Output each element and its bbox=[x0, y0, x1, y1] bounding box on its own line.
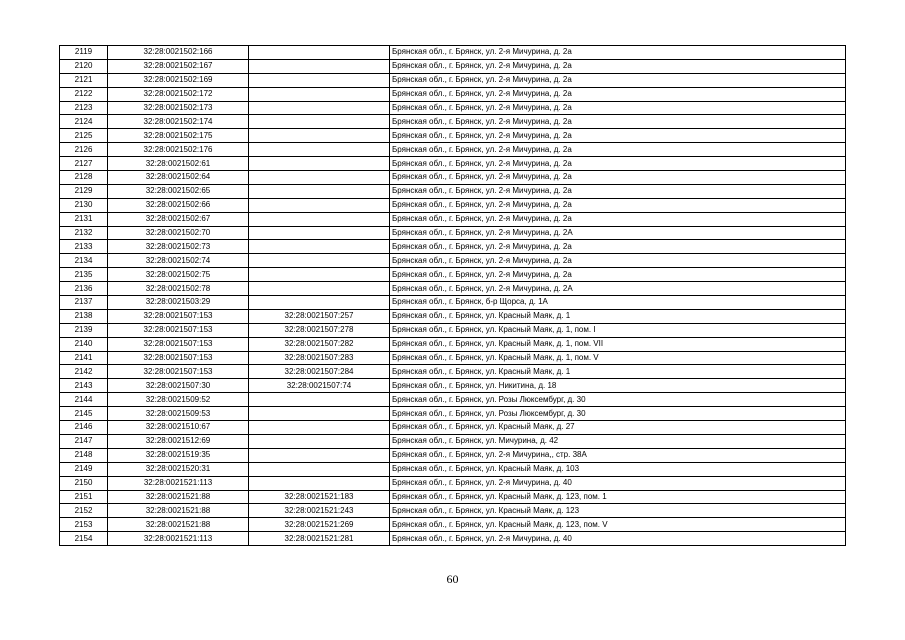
cadastral-number-cell: 32:28:0021502:67 bbox=[108, 212, 249, 226]
table-row bbox=[60, 198, 846, 212]
related-cadastral-number-cell bbox=[249, 226, 390, 240]
address-cell: Брянская обл., г. Брянск, ул. Красный Маяк, д. 123, пом. V bbox=[390, 518, 846, 532]
related-cadastral-number-cell bbox=[249, 101, 390, 115]
cadastral-number-cell: 32:28:0021502:167 bbox=[108, 59, 249, 73]
cadastral-number-cell: 32:28:0021507:153 bbox=[108, 351, 249, 365]
related-cadastral-number-cell bbox=[249, 448, 390, 462]
related-cadastral-number-cell bbox=[249, 198, 390, 212]
address-cell: Брянская обл., г. Брянск, ул. 2-я Мичурина, д. 2А bbox=[390, 282, 846, 296]
row-number-cell: 2120 bbox=[60, 59, 108, 73]
row-number-cell: 2151 bbox=[60, 490, 108, 504]
table-row bbox=[60, 296, 846, 310]
table-row bbox=[60, 434, 846, 448]
address-cell: Брянская обл., г. Брянск, ул. 2-я Мичурина, д. 2а bbox=[390, 254, 846, 268]
address-cell: Брянская обл., г. Брянск, ул. Красный Маяк, д. 27 bbox=[390, 421, 846, 435]
row-number-cell: 2126 bbox=[60, 143, 108, 157]
related-cadastral-number-cell bbox=[249, 393, 390, 407]
table-row bbox=[60, 212, 846, 226]
row-number-cell: 2154 bbox=[60, 532, 108, 546]
property-registry-table bbox=[59, 45, 846, 546]
table-row bbox=[60, 46, 846, 60]
related-cadastral-number-cell bbox=[249, 46, 390, 60]
address-cell: Брянская обл., г. Брянск, б-р Щорса, д. 1А bbox=[390, 296, 846, 310]
table-row bbox=[60, 393, 846, 407]
table-row bbox=[60, 365, 846, 379]
table-row bbox=[60, 351, 846, 365]
row-number-cell: 2134 bbox=[60, 254, 108, 268]
cadastral-number-cell: 32:28:0021502:78 bbox=[108, 282, 249, 296]
row-number-cell: 2144 bbox=[60, 393, 108, 407]
table-body bbox=[60, 46, 846, 546]
cadastral-number-cell: 32:28:0021502:64 bbox=[108, 171, 249, 185]
row-number-cell: 2145 bbox=[60, 407, 108, 421]
row-number-cell: 2123 bbox=[60, 101, 108, 115]
table-row bbox=[60, 337, 846, 351]
table-row bbox=[60, 129, 846, 143]
table-row bbox=[60, 309, 846, 323]
related-cadastral-number-cell bbox=[249, 184, 390, 198]
cadastral-number-cell: 32:28:0021503:29 bbox=[108, 296, 249, 310]
table-row bbox=[60, 532, 846, 546]
table-row bbox=[60, 476, 846, 490]
address-cell: Брянская обл., г. Брянск, ул. Красный Маяк, д. 123, пом. 1 bbox=[390, 490, 846, 504]
address-cell: Брянская обл., г. Брянск, ул. 2-я Мичурина, д. 2а bbox=[390, 184, 846, 198]
related-cadastral-number-cell bbox=[249, 171, 390, 185]
address-cell: Брянская обл., г. Брянск, ул. 2-я Мичурина, д. 2а bbox=[390, 157, 846, 171]
cadastral-number-cell: 32:28:0021502:175 bbox=[108, 129, 249, 143]
related-cadastral-number-cell bbox=[249, 143, 390, 157]
table-row bbox=[60, 101, 846, 115]
row-number-cell: 2146 bbox=[60, 421, 108, 435]
cadastral-number-cell: 32:28:0021519:35 bbox=[108, 448, 249, 462]
table-row bbox=[60, 157, 846, 171]
table-row bbox=[60, 490, 846, 504]
table-row bbox=[60, 323, 846, 337]
row-number-cell: 2150 bbox=[60, 476, 108, 490]
table-row bbox=[60, 407, 846, 421]
cadastral-number-cell: 32:28:0021520:31 bbox=[108, 462, 249, 476]
related-cadastral-number-cell bbox=[249, 212, 390, 226]
address-cell: Брянская обл., г. Брянск, ул. 2-я Мичурина, д. 2а bbox=[390, 143, 846, 157]
table-row bbox=[60, 59, 846, 73]
related-cadastral-number-cell bbox=[249, 434, 390, 448]
table-row bbox=[60, 379, 846, 393]
row-number-cell: 2136 bbox=[60, 282, 108, 296]
related-cadastral-number-cell: 32:28:0021507:257 bbox=[249, 309, 390, 323]
table-row bbox=[60, 518, 846, 532]
cadastral-number-cell: 32:28:0021507:153 bbox=[108, 337, 249, 351]
row-number-cell: 2132 bbox=[60, 226, 108, 240]
cadastral-number-cell: 32:28:0021521:113 bbox=[108, 476, 249, 490]
related-cadastral-number-cell bbox=[249, 115, 390, 129]
address-cell: Брянская обл., г. Брянск, ул. 2-я Мичурина, д. 2а bbox=[390, 59, 846, 73]
address-cell: Брянская обл., г. Брянск, ул. 2-я Мичурина, д. 2а bbox=[390, 129, 846, 143]
table-row bbox=[60, 73, 846, 87]
related-cadastral-number-cell bbox=[249, 240, 390, 254]
cadastral-number-cell: 32:28:0021507:153 bbox=[108, 323, 249, 337]
related-cadastral-number-cell: 32:28:0021521:183 bbox=[249, 490, 390, 504]
related-cadastral-number-cell bbox=[249, 407, 390, 421]
cadastral-number-cell: 32:28:0021510:67 bbox=[108, 421, 249, 435]
table-row bbox=[60, 254, 846, 268]
table-row bbox=[60, 184, 846, 198]
row-number-cell: 2139 bbox=[60, 323, 108, 337]
address-cell: Брянская обл., г. Брянск, ул. 2-я Мичурина, д. 2а bbox=[390, 240, 846, 254]
cadastral-number-cell: 32:28:0021502:66 bbox=[108, 198, 249, 212]
related-cadastral-number-cell bbox=[249, 157, 390, 171]
row-number-cell: 2147 bbox=[60, 434, 108, 448]
cadastral-number-cell: 32:28:0021502:176 bbox=[108, 143, 249, 157]
address-cell: Брянская обл., г. Брянск, ул. Красный Маяк, д. 1 bbox=[390, 309, 846, 323]
row-number-cell: 2137 bbox=[60, 296, 108, 310]
row-number-cell: 2143 bbox=[60, 379, 108, 393]
row-number-cell: 2129 bbox=[60, 184, 108, 198]
address-cell: Брянская обл., г. Брянск, ул. 2-я Мичурина, д. 2а bbox=[390, 212, 846, 226]
address-cell: Брянская обл., г. Брянск, ул. Красный Маяк, д. 1, пом. V bbox=[390, 351, 846, 365]
cadastral-number-cell: 32:28:0021502:65 bbox=[108, 184, 249, 198]
related-cadastral-number-cell bbox=[249, 268, 390, 282]
cadastral-number-cell: 32:28:0021507:153 bbox=[108, 365, 249, 379]
address-cell: Брянская обл., г. Брянск, ул. Никитина, д. 18 bbox=[390, 379, 846, 393]
cadastral-number-cell: 32:28:0021502:174 bbox=[108, 115, 249, 129]
row-number-cell: 2148 bbox=[60, 448, 108, 462]
row-number-cell: 2127 bbox=[60, 157, 108, 171]
row-number-cell: 2140 bbox=[60, 337, 108, 351]
row-number-cell: 2138 bbox=[60, 309, 108, 323]
address-cell: Брянская обл., г. Брянск, ул. 2-я Мичурина, д. 40 bbox=[390, 532, 846, 546]
row-number-cell: 2131 bbox=[60, 212, 108, 226]
related-cadastral-number-cell: 32:28:0021521:281 bbox=[249, 532, 390, 546]
cadastral-number-cell: 32:28:0021509:52 bbox=[108, 393, 249, 407]
cadastral-number-cell: 32:28:0021507:30 bbox=[108, 379, 249, 393]
table-row bbox=[60, 115, 846, 129]
row-number-cell: 2125 bbox=[60, 129, 108, 143]
row-number-cell: 2152 bbox=[60, 504, 108, 518]
table-row bbox=[60, 171, 846, 185]
row-number-cell: 2121 bbox=[60, 73, 108, 87]
address-cell: Брянская обл., г. Брянск, ул. Красный Маяк, д. 1, пом. I bbox=[390, 323, 846, 337]
address-cell: Брянская обл., г. Брянск, ул. 2-я Мичурина, д. 2а bbox=[390, 268, 846, 282]
related-cadastral-number-cell bbox=[249, 87, 390, 101]
related-cadastral-number-cell bbox=[249, 282, 390, 296]
related-cadastral-number-cell bbox=[249, 296, 390, 310]
cadastral-number-cell: 32:28:0021502:169 bbox=[108, 73, 249, 87]
related-cadastral-number-cell: 32:28:0021521:243 bbox=[249, 504, 390, 518]
address-cell: Брянская обл., г. Брянск, ул. 2-я Мичурина, д. 2а bbox=[390, 87, 846, 101]
related-cadastral-number-cell bbox=[249, 476, 390, 490]
table-row bbox=[60, 448, 846, 462]
related-cadastral-number-cell bbox=[249, 421, 390, 435]
related-cadastral-number-cell: 32:28:0021507:282 bbox=[249, 337, 390, 351]
address-cell: Брянская обл., г. Брянск, ул. Розы Люксембург, д. 30 bbox=[390, 407, 846, 421]
address-cell: Брянская обл., г. Брянск, ул. Красный Маяк, д. 123 bbox=[390, 504, 846, 518]
address-cell: Брянская обл., г. Брянск, ул. 2-я Мичурина,, стр. 38А bbox=[390, 448, 846, 462]
related-cadastral-number-cell bbox=[249, 129, 390, 143]
cadastral-number-cell: 32:28:0021502:73 bbox=[108, 240, 249, 254]
cadastral-number-cell: 32:28:0021521:88 bbox=[108, 518, 249, 532]
address-cell: Брянская обл., г. Брянск, ул. 2-я Мичурина, д. 2а bbox=[390, 101, 846, 115]
table-row bbox=[60, 462, 846, 476]
cadastral-number-cell: 32:28:0021502:70 bbox=[108, 226, 249, 240]
related-cadastral-number-cell: 32:28:0021521:269 bbox=[249, 518, 390, 532]
row-number-cell: 2119 bbox=[60, 46, 108, 60]
cadastral-number-cell: 32:28:0021502:166 bbox=[108, 46, 249, 60]
address-cell: Брянская обл., г. Брянск, ул. 2-я Мичурина, д. 2а bbox=[390, 115, 846, 129]
address-cell: Брянская обл., г. Брянск, ул. 2-я Мичурина, д. 2а bbox=[390, 171, 846, 185]
row-number-cell: 2149 bbox=[60, 462, 108, 476]
related-cadastral-number-cell bbox=[249, 73, 390, 87]
table-row bbox=[60, 282, 846, 296]
related-cadastral-number-cell bbox=[249, 59, 390, 73]
row-number-cell: 2133 bbox=[60, 240, 108, 254]
address-cell: Брянская обл., г. Брянск, ул. Красный Маяк, д. 1 bbox=[390, 365, 846, 379]
related-cadastral-number-cell: 32:28:0021507:283 bbox=[249, 351, 390, 365]
address-cell: Брянская обл., г. Брянск, ул. Мичурина, д. 42 bbox=[390, 434, 846, 448]
table-row bbox=[60, 226, 846, 240]
related-cadastral-number-cell bbox=[249, 254, 390, 268]
cadastral-number-cell: 32:28:0021502:74 bbox=[108, 254, 249, 268]
table-row bbox=[60, 143, 846, 157]
address-cell: Брянская обл., г. Брянск, ул. Красный Маяк, д. 1, пом. VII bbox=[390, 337, 846, 351]
page-number: 60 bbox=[446, 572, 459, 586]
row-number-cell: 2130 bbox=[60, 198, 108, 212]
related-cadastral-number-cell: 32:28:0021507:74 bbox=[249, 379, 390, 393]
address-cell: Брянская обл., г. Брянск, ул. 2-я Мичурина, д. 2А bbox=[390, 226, 846, 240]
table-row bbox=[60, 268, 846, 282]
row-number-cell: 2124 bbox=[60, 115, 108, 129]
cadastral-number-cell: 32:28:0021521:88 bbox=[108, 490, 249, 504]
cadastral-number-cell: 32:28:0021502:172 bbox=[108, 87, 249, 101]
cadastral-number-cell: 32:28:0021502:173 bbox=[108, 101, 249, 115]
address-cell: Брянская обл., г. Брянск, ул. 2-я Мичурина, д. 2а bbox=[390, 46, 846, 60]
address-cell: Брянская обл., г. Брянск, ул. 2-я Мичурина, д. 2а bbox=[390, 73, 846, 87]
row-number-cell: 2128 bbox=[60, 171, 108, 185]
table-row bbox=[60, 421, 846, 435]
address-cell: Брянская обл., г. Брянск, ул. 2-я Мичурина, д. 40 bbox=[390, 476, 846, 490]
row-number-cell: 2142 bbox=[60, 365, 108, 379]
row-number-cell: 2135 bbox=[60, 268, 108, 282]
row-number-cell: 2141 bbox=[60, 351, 108, 365]
cadastral-number-cell: 32:28:0021521:113 bbox=[108, 532, 249, 546]
address-cell: Брянская обл., г. Брянск, ул. 2-я Мичурина, д. 2а bbox=[390, 198, 846, 212]
related-cadastral-number-cell: 32:28:0021507:278 bbox=[249, 323, 390, 337]
related-cadastral-number-cell: 32:28:0021507:284 bbox=[249, 365, 390, 379]
cadastral-number-cell: 32:28:0021502:75 bbox=[108, 268, 249, 282]
related-cadastral-number-cell bbox=[249, 462, 390, 476]
row-number-cell: 2122 bbox=[60, 87, 108, 101]
cadastral-number-cell: 32:28:0021521:88 bbox=[108, 504, 249, 518]
table-row bbox=[60, 87, 846, 101]
cadastral-number-cell: 32:28:0021502:61 bbox=[108, 157, 249, 171]
cadastral-number-cell: 32:28:0021507:153 bbox=[108, 309, 249, 323]
address-cell: Брянская обл., г. Брянск, ул. Красный Маяк, д. 103 bbox=[390, 462, 846, 476]
table-row bbox=[60, 240, 846, 254]
row-number-cell: 2153 bbox=[60, 518, 108, 532]
table-row bbox=[60, 504, 846, 518]
cadastral-number-cell: 32:28:0021509:53 bbox=[108, 407, 249, 421]
cadastral-number-cell: 32:28:0021512:69 bbox=[108, 434, 249, 448]
address-cell: Брянская обл., г. Брянск, ул. Розы Люксембург, д. 30 bbox=[390, 393, 846, 407]
